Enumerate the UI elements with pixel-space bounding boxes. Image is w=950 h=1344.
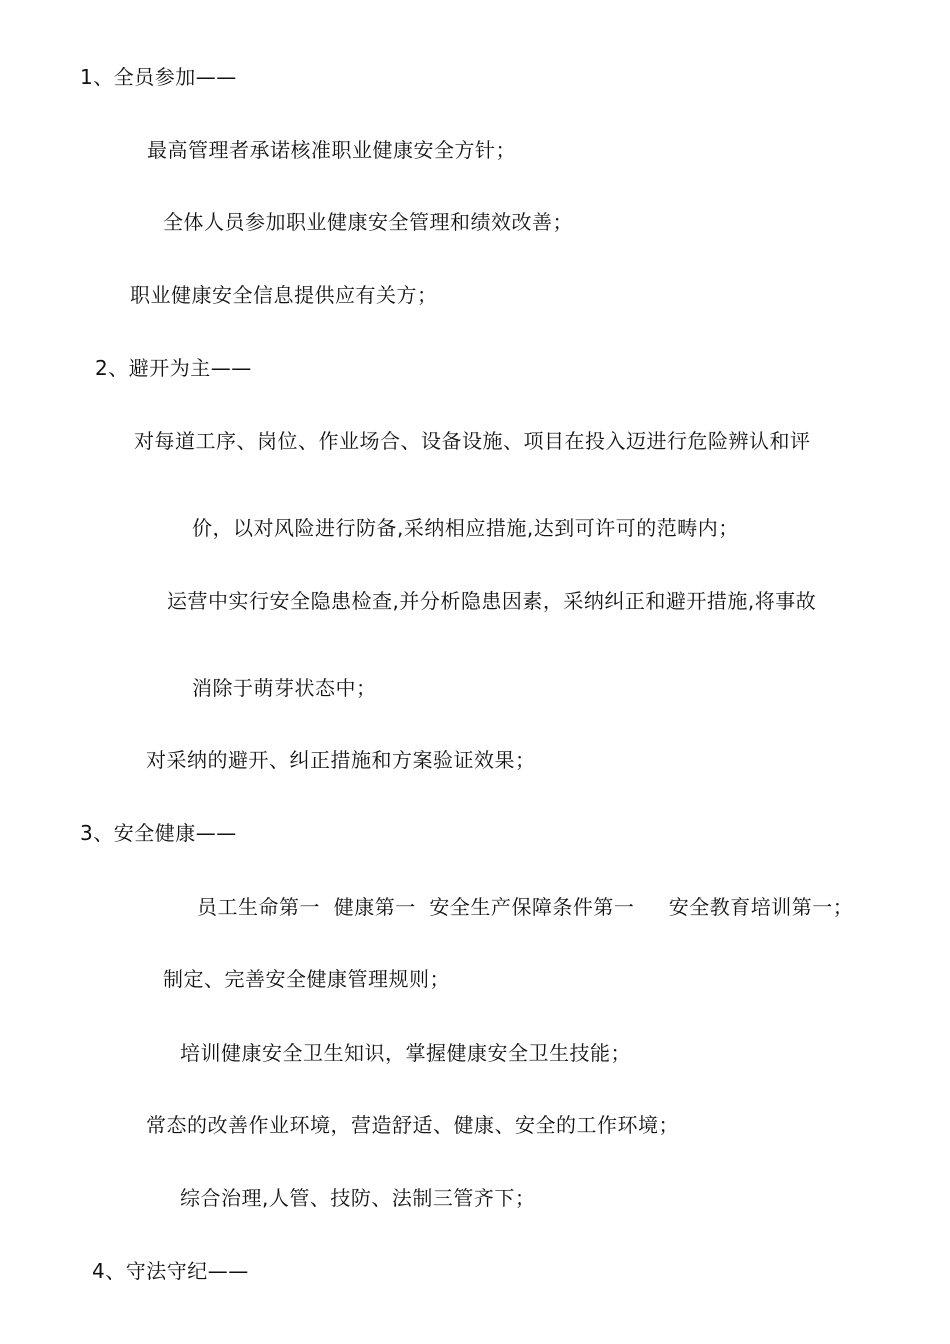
section-3-heading: 3、安全健康——: [80, 821, 237, 845]
section-2-line-1: 对每道工序、岗位、作业场合、设备设施、项目在投入迈进行危险辨认和评: [134, 429, 811, 453]
section-2-line-2: 价，以对风险进行防备,采纳相应措施,达到可许可的范畴内；: [192, 516, 739, 540]
section-2-line-3: 运营中实行安全隐患检查,并分析隐患因素，采纳纠正和避开措施,将事故: [167, 589, 817, 613]
section-3-line-1: 员工生命第一 健康第一 安全生产保障条件第一 安全教育培训第一；: [197, 895, 854, 919]
section-3-line-3: 培训健康安全卫生知识，掌握健康安全卫生技能；: [180, 1041, 631, 1065]
section-3-line-5: 综合治理,人管、技防、法制三管齐下；: [180, 1186, 536, 1210]
section-1-heading: 1、全员参加——: [80, 65, 237, 89]
section-4-heading: 4、守法守纪——: [92, 1259, 249, 1283]
section-1-line-1: 最高管理者承诺核准职业健康安全方针；: [147, 138, 516, 162]
section-2-line-4: 消除于萌芽状态中；: [192, 676, 377, 700]
section-2-heading: 2、避开为主——: [95, 356, 252, 380]
section-1-line-2: 全体人员参加职业健康安全管理和绩效改善；: [163, 210, 573, 234]
section-3-line-4: 常态的改善作业环境，营造舒适、健康、安全的工作环境；: [146, 1113, 679, 1137]
section-1-line-3: 职业健康安全信息提供应有关方；: [130, 283, 438, 307]
section-3-line-2: 制定、完善安全健康管理规则；: [163, 967, 450, 991]
section-2-line-5: 对采纳的避开、纠正措施和方案验证效果；: [146, 748, 536, 772]
